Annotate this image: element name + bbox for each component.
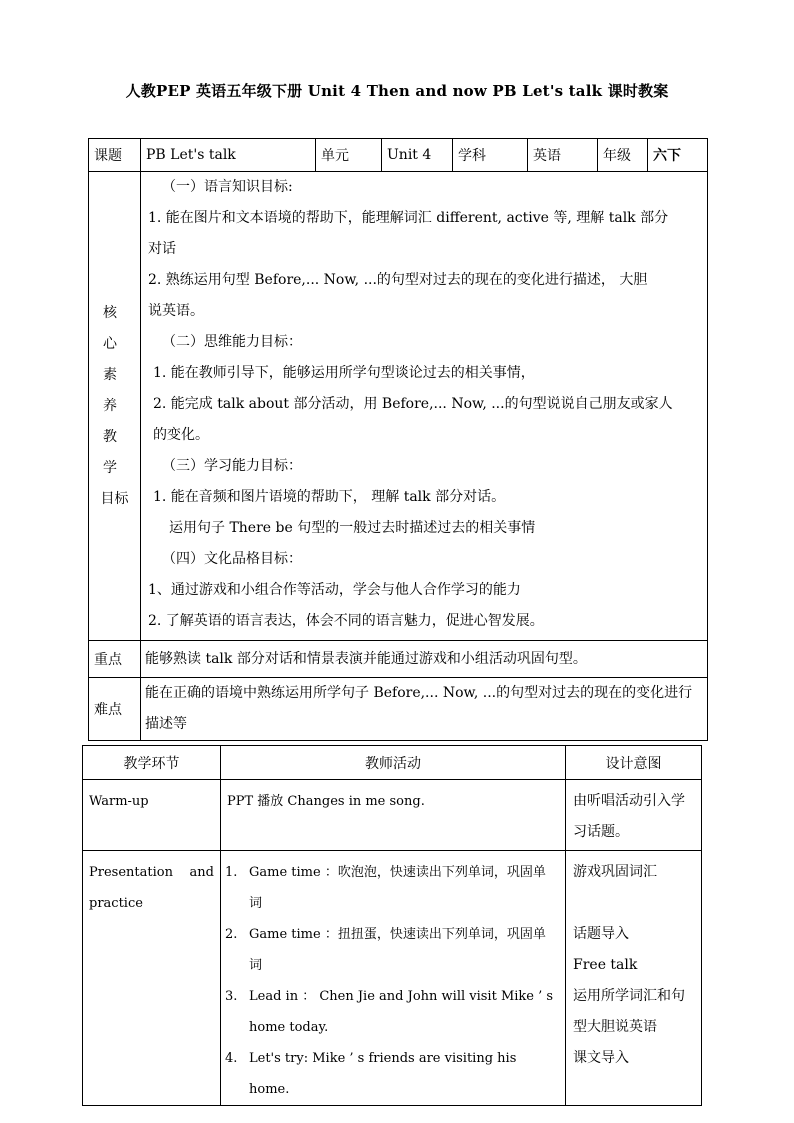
step-text: Game time ：扭扭蛋，快速读出下列单词，巩固单词 [249,927,546,973]
subject-label: 学科 [453,139,528,172]
key-point-label: 重点 [89,641,141,678]
intent-line: 话题导入 [573,926,629,942]
step-number: 3. [225,989,238,1004]
topic-label: 课题 [89,139,141,172]
difficulty-row [89,678,708,741]
core-goals-label-line: 核 心 [103,304,126,352]
goal-line: 说英语。 [148,303,204,319]
difficulty-label: 难点 [89,678,141,741]
step-number: 1. [225,865,238,880]
goal-line: 2. 能完成 talk about 部分活动，用 Before,... Now, ...的句型说说自己朋友或家人 [153,396,673,412]
subject-value: 英语 [528,139,598,172]
grade-label: 年级 [598,139,648,172]
step-text: Game time ：吹泡泡，快速读出下列单词，巩固单词 [249,865,546,911]
intent-spacer [573,888,697,919]
teaching-process-table [82,745,702,1106]
goal-heading: （四）文化品格目标： [162,551,302,567]
goal-line: 对话 [148,241,176,257]
core-goals-label-line: 目标 [100,490,129,507]
intent-header: 设计意图 [566,746,702,780]
step-number: 4. [225,1051,238,1066]
topic-value: PB Let's talk [141,139,316,172]
activity-step [221,981,565,1043]
stage-text: Presentation [89,865,173,880]
stage-cell: Warm-up [83,780,221,851]
step-text: Lead in ： Chen Jie and John will visit Mike ’ s home today. [249,989,554,1035]
goal-line: 运用句子 There be 句型的一般过去时描述过去的相关事情 [169,520,536,536]
stage-text: and [189,865,214,880]
table-row [83,780,702,851]
goal-line: 2. 熟练运用句型 Before,... Now, ...的句型对过去的现在的变化进行描述， 大胆 [148,272,648,288]
activity-step [221,857,565,919]
goal-line: 1. 能在教师引导下，能够运用所学句型谈论过去的相关事情， [153,365,535,381]
intent-cell: 由听唱活动引入学习话题。 [566,780,702,851]
goal-heading: （二）思维能力目标： [162,334,302,350]
goal-line: 1. 能在音频和图片语境的帮助下， 理解 talk 部分对话。 [153,489,506,505]
document-title: 人教PEP 英语五年级下册 Unit 4 Then and now PB Let's talk 课时教案 [125,82,669,100]
step-text: Let's try: Mike ’ s friends are visiting his home. [249,1051,517,1097]
core-goals-label-cell [89,172,141,641]
unit-label: 单元 [316,139,382,172]
goal-heading: （三）学习能力目标： [162,458,302,474]
key-point-text: 能够熟读 talk 部分对话和情景表演并能通过游戏和小组活动巩固句型。 [141,641,708,678]
stage-text: practice [89,896,143,911]
unit-value: Unit 4 [382,139,453,172]
intent-line: 游戏巩固词汇 [573,864,657,880]
table-row [83,851,702,1106]
goal-line: 的变化。 [153,427,209,443]
stage-header: 教学环节 [83,746,221,780]
difficulty-text: 能在正确的语境中熟练运用所学句子 Before,... Now, ...的句型对过去的现在的变化进行描述等 [141,678,708,741]
core-goals-row [89,172,708,641]
intent-line: Free talk [573,957,638,973]
activity-step [221,1043,565,1105]
process-header-row [83,746,702,780]
step-number: 2. [225,927,238,942]
goal-line: 1、通过游戏和小组合作等活动，学会与他人合作学习的能力 [148,582,521,598]
lesson-info-table [88,138,708,741]
key-point-row [89,641,708,678]
activity-cell [221,851,566,1106]
goal-line: 1. 能在图片和文本语境的帮助下，能理解词汇 different, active 等, 理解 talk 部分 [148,210,669,226]
grade-value: 六下 [648,139,708,172]
core-goals-content [141,172,708,641]
core-goals-label-line: 素 养 [103,366,126,414]
intent-line: 运用所学词汇和句型大胆说英语 [573,988,685,1035]
intent-cell [566,851,702,1106]
activity-header: 教师活动 [221,746,566,780]
stage-cell [83,851,221,1106]
goal-line: 2. 了解英语的语言表达，体会不同的语言魅力，促进心智发展。 [148,613,544,629]
core-goals-label-line: 教 学 [103,428,126,476]
activity-cell: PPT 播放 Changes in me song. [221,780,566,851]
activity-step [221,919,565,981]
header-row [89,139,708,172]
intent-line: 课文导入 [573,1050,629,1066]
goal-heading: （一）语言知识目标: [162,179,293,195]
